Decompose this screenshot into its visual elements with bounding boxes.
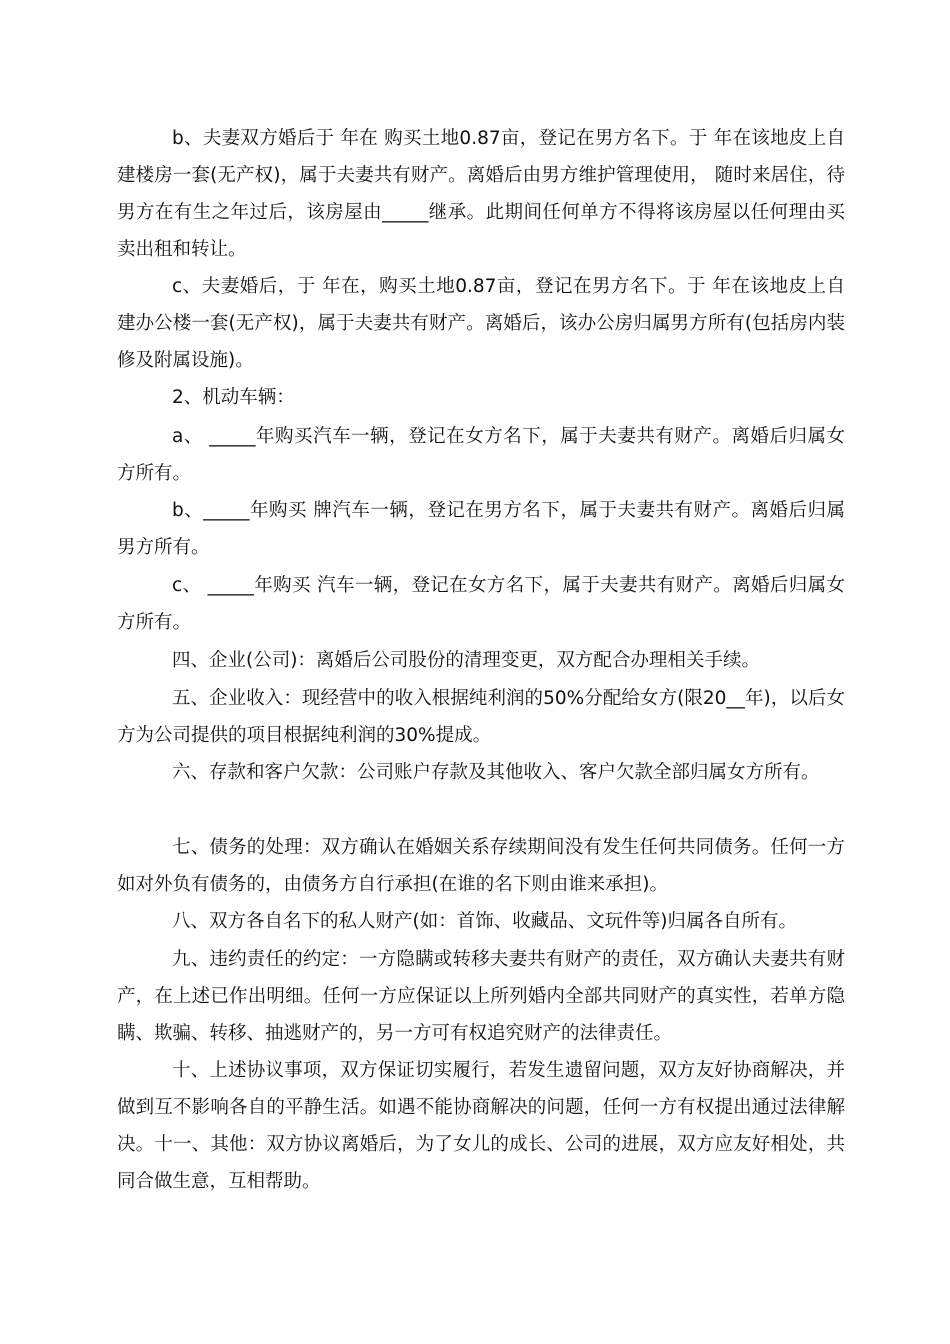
paragraph-7-enterprise: 四、企业(公司)：离婚后公司股份的清理变更，双方配合办理相关手续。 <box>172 650 760 671</box>
paragraph-5-vehicle-b: b、_____年购买 牌汽车一辆，登记在男方名下，属于夫妻共有财产。离婚后归属男方所有。 <box>117 500 845 558</box>
paragraph-10-debts: 七、债务的处理：双方确认在婚姻关系存续期间没有发生任何共同债务。任何一方如对外负有债务的，由债务方自行承担(在谁的名下则由谁来承担)。 <box>117 837 845 895</box>
paragraph-3-vehicles-heading: 2、机动车辆： <box>172 387 295 408</box>
paragraph-4-vehicle-a: a、 _____年购买汽车一辆，登记在女方名下，属于夫妻共有财产。离婚后归属女方所有。 <box>117 426 845 484</box>
paragraph-13-performance: 十、上述协议事项，双方保证切实履行，若发生遗留问题，双方友好协商解决，并做到互不影响各自的平静生活。如遇不能协商解决的问题，任何一方有权提出通过法律解决。十一、其他：双方协议离婚后，为了女儿的成长、公司的进展，双方应友好相处，共同合做生意，互相帮助。 <box>117 1060 845 1192</box>
paragraph-11-private-property: 八、双方各自名下的私人财产(如：首饰、收藏品、文玩件等)归属各自所有。 <box>172 911 797 932</box>
paragraph-6-vehicle-c: c、 _____年购买 汽车一辆，登记在女方名下，属于夫妻共有财产。离婚后归属女方所有。 <box>117 575 845 633</box>
paragraph-8-income: 五、企业收入：现经营中的收入根据纯利润的50%分配给女方(限20__年)，以后女方为公司提供的项目根据纯利润的30%提成。 <box>117 688 845 746</box>
paragraph-9-deposits: 六、存款和客户欠款：公司账户存款及其他收入、客户欠款全部归属女方所有。 <box>172 762 820 783</box>
paragraph-12-liability: 九、违约责任的约定：一方隐瞒或转移夫妻共有财产的责任，双方确认夫妻共有财产，在上述已作出明细。任何一方应保证以上所列婚内全部共同财产的真实性，若单方隐瞒、欺骗、转移、抽逃财产的，另一方可有权追究财产的法律责任。 <box>117 949 845 1044</box>
paragraph-2-office: c、夫妻婚后，于 年在，购买土地0.87亩，登记在男方名下。于 年在该地皮上自建办公楼一套(无产权)，属于夫妻共有财产。离婚后，该办公房归属男方所有(包括房内装修及附属设施)。 <box>117 276 845 371</box>
paragraph-1-house: b、夫妻双方婚后于 年在 购买土地0.87亩，登记在男方名下。于 年在该地皮上自建楼房一套(无产权)，属于夫妻共有财产。离婚后由男方维护管理使用， 随时来居住，待男方在有生之年过后，该房屋由_____继承。此期间任何单方不得将该房屋以任何理由买卖出租和转让。 <box>117 128 845 260</box>
